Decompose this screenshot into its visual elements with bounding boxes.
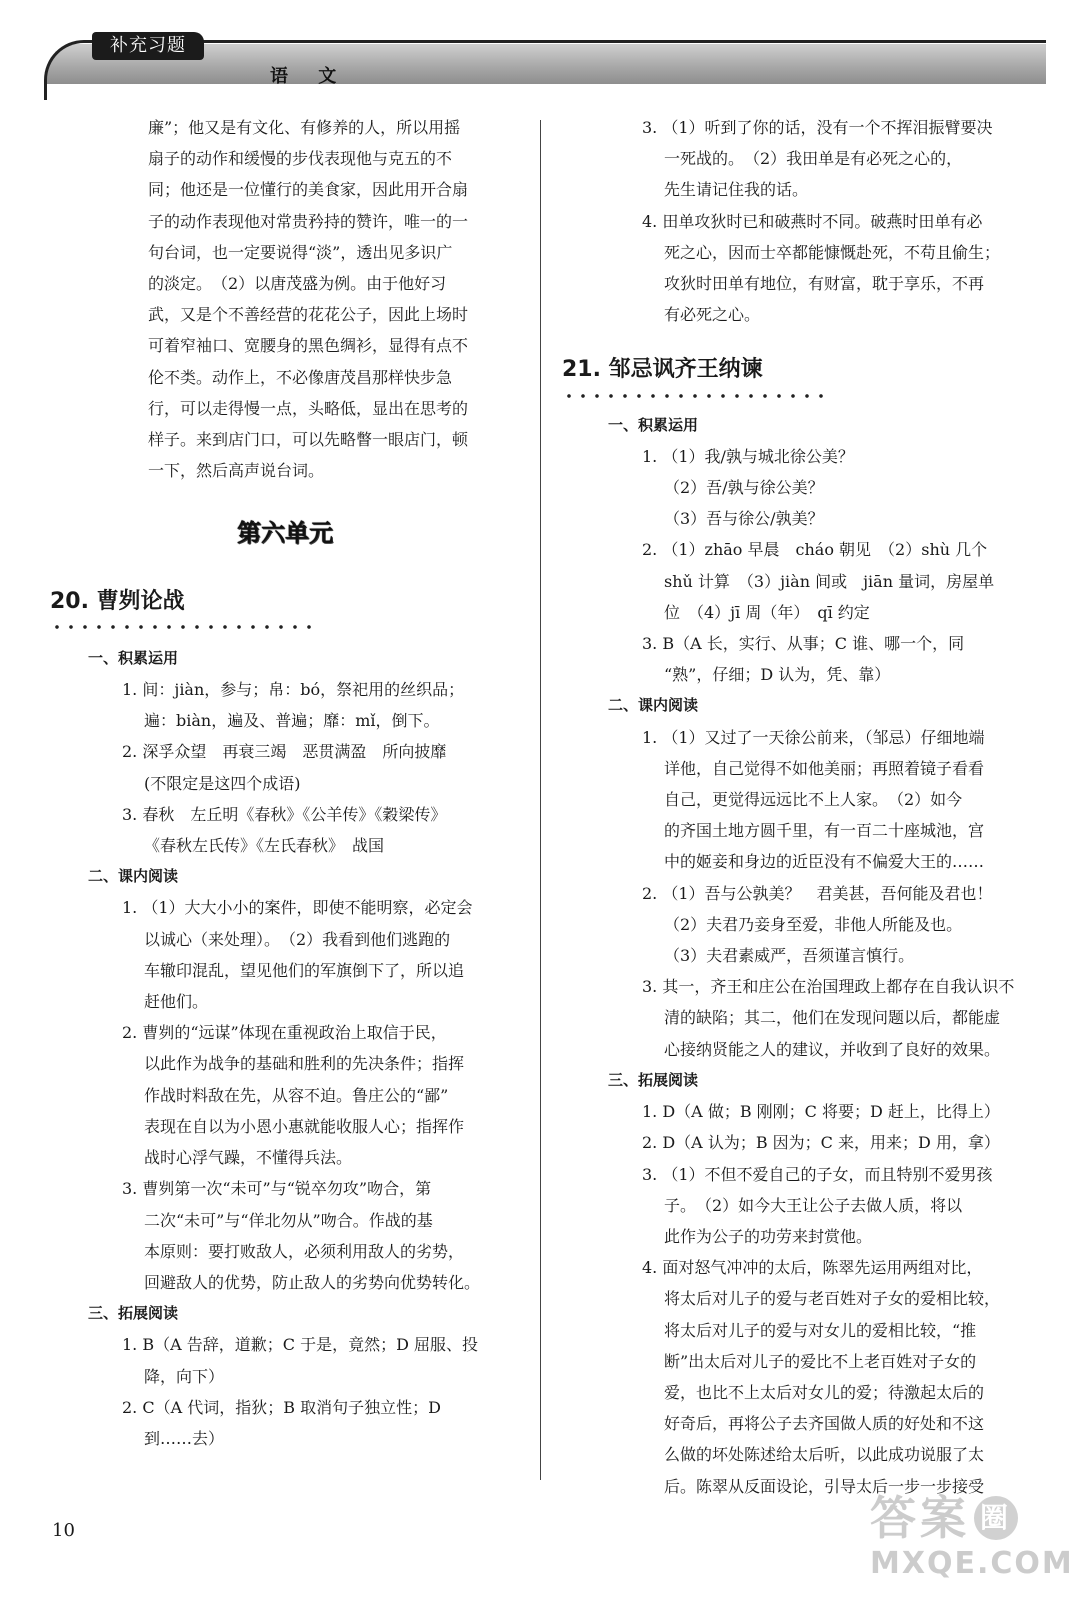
header-tab: 补充习题 — [92, 32, 204, 60]
list-item — [562, 1096, 1040, 1127]
text-line: 廉”；他又是有文化、有修养的人，所以用摇 — [148, 118, 461, 137]
text-line: 样子。来到店门口，可以先略瞥一眼店门，顿 — [148, 430, 469, 450]
item-line: 心接纳贤能之人的建议，并收到了良好的效果。 — [664, 1039, 1001, 1059]
text-line: 扇子的动作和缓慢的步伐表现他与克五的不 — [148, 149, 453, 169]
item-line: 好奇后，再将公子去齐国做人质的好处和不这 — [664, 1414, 985, 1434]
item-line: （3）吾与徐公/孰美？ — [664, 509, 824, 529]
item-line: 遍：biàn，遍及、普遍；靡：mǐ，倒下。 — [144, 711, 440, 731]
item-line: 1. （1）我/孰与城北徐公美？ — [642, 446, 854, 466]
item-line: 作战时料敌在先，从容不迫。鲁庄公的“鄙” — [144, 1085, 449, 1105]
category-heading: 三、拓展阅读 — [608, 1070, 699, 1089]
item-line: shǔ 计算 （3）jiàn 间或 jiān 量词，房屋单 — [664, 571, 995, 591]
item-line: 2. （1）吾与公孰美？ 君美甚，吾何能及君也！ — [642, 883, 993, 903]
list-item — [50, 1173, 520, 1298]
text-line: 武，又是个不善经营的花花公子，因此上场时 — [148, 305, 469, 325]
item-line: 降，向下） — [144, 1366, 225, 1386]
item-line: 《春秋左氏传》《左氏春秋》 战国 — [144, 836, 385, 856]
text-line: 子的动作表现他对常贵矜持的赞许，唯一的一 — [148, 211, 469, 231]
item-line: （2）吾/孰与徐公美？ — [664, 478, 824, 498]
item-line: 详他，自己觉得不如他美丽；再照着镜子看看 — [664, 758, 985, 778]
page-number: 10 — [52, 1520, 75, 1541]
text-line: 的淡定。 （2）以唐茂盛为例。由于他好习 — [148, 274, 447, 294]
item-line: (不限定是这四个成语) — [144, 773, 301, 793]
header-line — [100, 40, 1046, 43]
item-line: 以诚心（来处理）。 （2）我看到他们逃跑的 — [144, 929, 451, 949]
item-line: 攻狄时田单有地位，有财富，耽于享乐，不再 — [664, 274, 985, 294]
item-line: 死之心，因而士卒都能慷慨赴死，不苟且偷生； — [664, 242, 1001, 262]
category-heading: 三、拓展阅读 — [88, 1304, 179, 1323]
category-heading: 二、课内阅读 — [88, 867, 179, 886]
text-line: 行，可以走得慢一点，头略低，显出在思考的 — [148, 398, 469, 418]
item-line: 一死战的。 （2）我田单是有必死之心的， — [664, 149, 963, 169]
item-line: 回避敌人的优势，防止敌人的劣势向优势转化。 — [144, 1272, 481, 1292]
list-item — [50, 674, 520, 736]
watermark-url: MXQE.COM — [870, 1546, 1074, 1581]
text-line: 句台词，也一定要说得“淡”，透出见多识广 — [148, 242, 453, 262]
item-line: 2. （1）zhāo 早晨 cháo 朝见 （2）shù 几个 — [642, 540, 988, 560]
item-line: 1. （1）大大小小的案件，即使不能明察，必定会 — [122, 898, 473, 918]
item-line: 4. 面对怒气冲冲的太后，陈翠先运用两组对比， — [642, 1258, 983, 1278]
item-line: 表现在自以为小恩小惠就能收服人心；指挥作 — [144, 1116, 465, 1136]
item-line: 二次“未可”与“佯北勿从”吻合。作战的基 — [144, 1210, 433, 1230]
item-line: 1. D（A 做；B 刚刚；C 将要；D 赶上，比得上） — [642, 1102, 1000, 1122]
header-subject: 语 文 — [270, 66, 349, 87]
item-line: 有必死之心。 — [664, 305, 761, 325]
dotted-rule — [50, 623, 312, 631]
item-line: 子。 （2）如今大王让公子去做人质，将以 — [664, 1195, 963, 1215]
list-item — [562, 1252, 1040, 1502]
watermark — [870, 1490, 1080, 1598]
list-item — [562, 534, 1040, 628]
list-item — [562, 1159, 1040, 1253]
item-line: 本原则：要打败敌人，必须利用敌人的劣势， — [144, 1241, 465, 1261]
item-line: 1. B（A 告辞，道歉；C 于是，竟然；D 屈服、投 — [122, 1335, 478, 1355]
text-line: 可着窄袖口、宽腰身的黑色绸衫，显得有点不 — [148, 336, 469, 356]
watermark-top — [870, 1490, 1080, 1546]
section-title: 21. 邹忌讽齐王纳谏 — [562, 357, 763, 383]
item-line: 么做的坏处陈述给太后听，以此成功说服了太 — [664, 1445, 985, 1465]
text-line: 伦不类。动作上，不必像唐茂昌那样快步急 — [148, 367, 453, 387]
item-line: 中的姬妾和身边的近臣没有不偏爱大王的…… — [664, 852, 985, 872]
watermark-text: 答案 — [870, 1491, 970, 1545]
item-line: 车辙印混乱，望见他们的军旗倒下了，所以追 — [144, 960, 465, 980]
item-line: 到……去） — [144, 1428, 225, 1448]
item-line: 1. 间：jiàn，参与；帛：bó，祭祀用的丝织品； — [122, 680, 465, 700]
list-item — [50, 892, 520, 1017]
item-line: 1. （1）又过了一天徐公前来，（邹忌）仔细地端 — [642, 727, 985, 747]
item-line: 清的缺陷；其二，他们在发现问题以后，都能虚 — [664, 1008, 1001, 1028]
item-line: （2）夫君乃妾身至爱，非他人所能及也。 — [664, 914, 963, 934]
list-item — [562, 112, 1040, 206]
list-item — [50, 799, 520, 861]
category-heading: 二、课内阅读 — [608, 696, 699, 715]
list-item — [562, 722, 1040, 878]
list-item — [562, 628, 1040, 690]
text-line: 一下，然后高声说台词。 — [148, 461, 325, 481]
watermark-circle: 圈 — [974, 1496, 1018, 1540]
section-title: 20. 曹刿论战 — [50, 588, 185, 614]
item-line: 先生请记住我的话。 — [664, 180, 809, 200]
item-line: 3. 春秋 左丘明《春秋》《公羊传》《穀梁传》 — [122, 804, 447, 824]
item-line: 2. 深孚众望 再衰三竭 恶贯满盈 所向披靡 — [122, 742, 447, 762]
item-line: 4. 田单攻狄时已和破燕时不同。破燕时田单有必 — [642, 211, 983, 231]
item-line: 3. 曹刿第一次“未可”与“锐卒勿攻”吻合，第 — [122, 1179, 432, 1199]
item-line: 3. （1）不但不爱自己的子女，而且特别不爱男孩 — [642, 1164, 993, 1184]
item-line: 战时心浮气躁，不懂得兵法。 — [144, 1148, 353, 1168]
text-line: 同；他还是一位懂行的美食家，因此用开合扇 — [148, 180, 469, 200]
item-line: （3）夫君素威严，吾须谨言慎行。 — [664, 946, 915, 966]
item-line: 3. B（A 长，实行、从事；C 谁、哪一个，同 — [642, 634, 965, 654]
list-item — [562, 1127, 1040, 1158]
item-line: 将太后对儿子的爱与老百姓对子女的爱相比较， — [664, 1289, 1001, 1309]
column-divider — [540, 120, 541, 1480]
list-item — [562, 206, 1040, 331]
item-line: 的齐国土地方圆千里，有一百二十座城池，宫 — [664, 821, 985, 841]
item-line: 2. C（A 代词，指狄；B 取消句子独立性；D — [122, 1397, 441, 1417]
item-line: 3. 其一，齐王和庄公在治国理政上都存在自我认识不 — [642, 977, 1015, 997]
item-line: 自己，更觉得远远比不上人家。 （2）如今 — [664, 790, 963, 810]
right-column — [562, 112, 1040, 1502]
item-line: 以此作为战争的基础和胜利的先决条件；指挥 — [144, 1054, 465, 1074]
left-column — [50, 112, 520, 1454]
list-item — [50, 1392, 520, 1454]
category-heading: 一、积累运用 — [608, 415, 699, 434]
dotted-rule — [562, 392, 828, 400]
list-item — [50, 736, 520, 798]
list-item — [50, 1329, 520, 1391]
list-item — [562, 971, 1040, 1065]
category-heading: 一、积累运用 — [88, 648, 179, 667]
item-line: “熟”，仔细；D 认为，凭、靠） — [664, 665, 891, 685]
item-line: 爱，也比不上太后对女儿的爱；待激起太后的 — [664, 1382, 985, 1402]
list-item — [50, 1017, 520, 1173]
continued-paragraph — [50, 112, 520, 486]
item-line: 3. （1）听到了你的话，没有一个不挥泪振臂要决 — [642, 118, 993, 137]
list-item — [562, 878, 1040, 972]
item-line: 位 （4）jī 周（年） qī 约定 — [664, 602, 870, 622]
list-item — [562, 441, 1040, 535]
item-line: 后。陈翠从反面设论，引导太后一步一步接受 — [664, 1476, 985, 1496]
item-line: 2. D（A 认为；B 因为；C 来，用来；D 用，拿） — [642, 1133, 1000, 1153]
item-line: 断”出太后对儿子的爱比不上老百姓对子女的 — [664, 1351, 977, 1371]
item-line: 将太后对儿子的爱与对女儿的爱相比较，“推 — [664, 1320, 977, 1340]
item-line: 2. 曹刿的“远谋”体现在重视政治上取信于民， — [122, 1023, 447, 1043]
item-line: 此作为公子的功劳来封赏他。 — [664, 1226, 873, 1246]
unit-title: 第六单元 — [237, 519, 333, 548]
item-line: 赶他们。 — [144, 992, 209, 1012]
